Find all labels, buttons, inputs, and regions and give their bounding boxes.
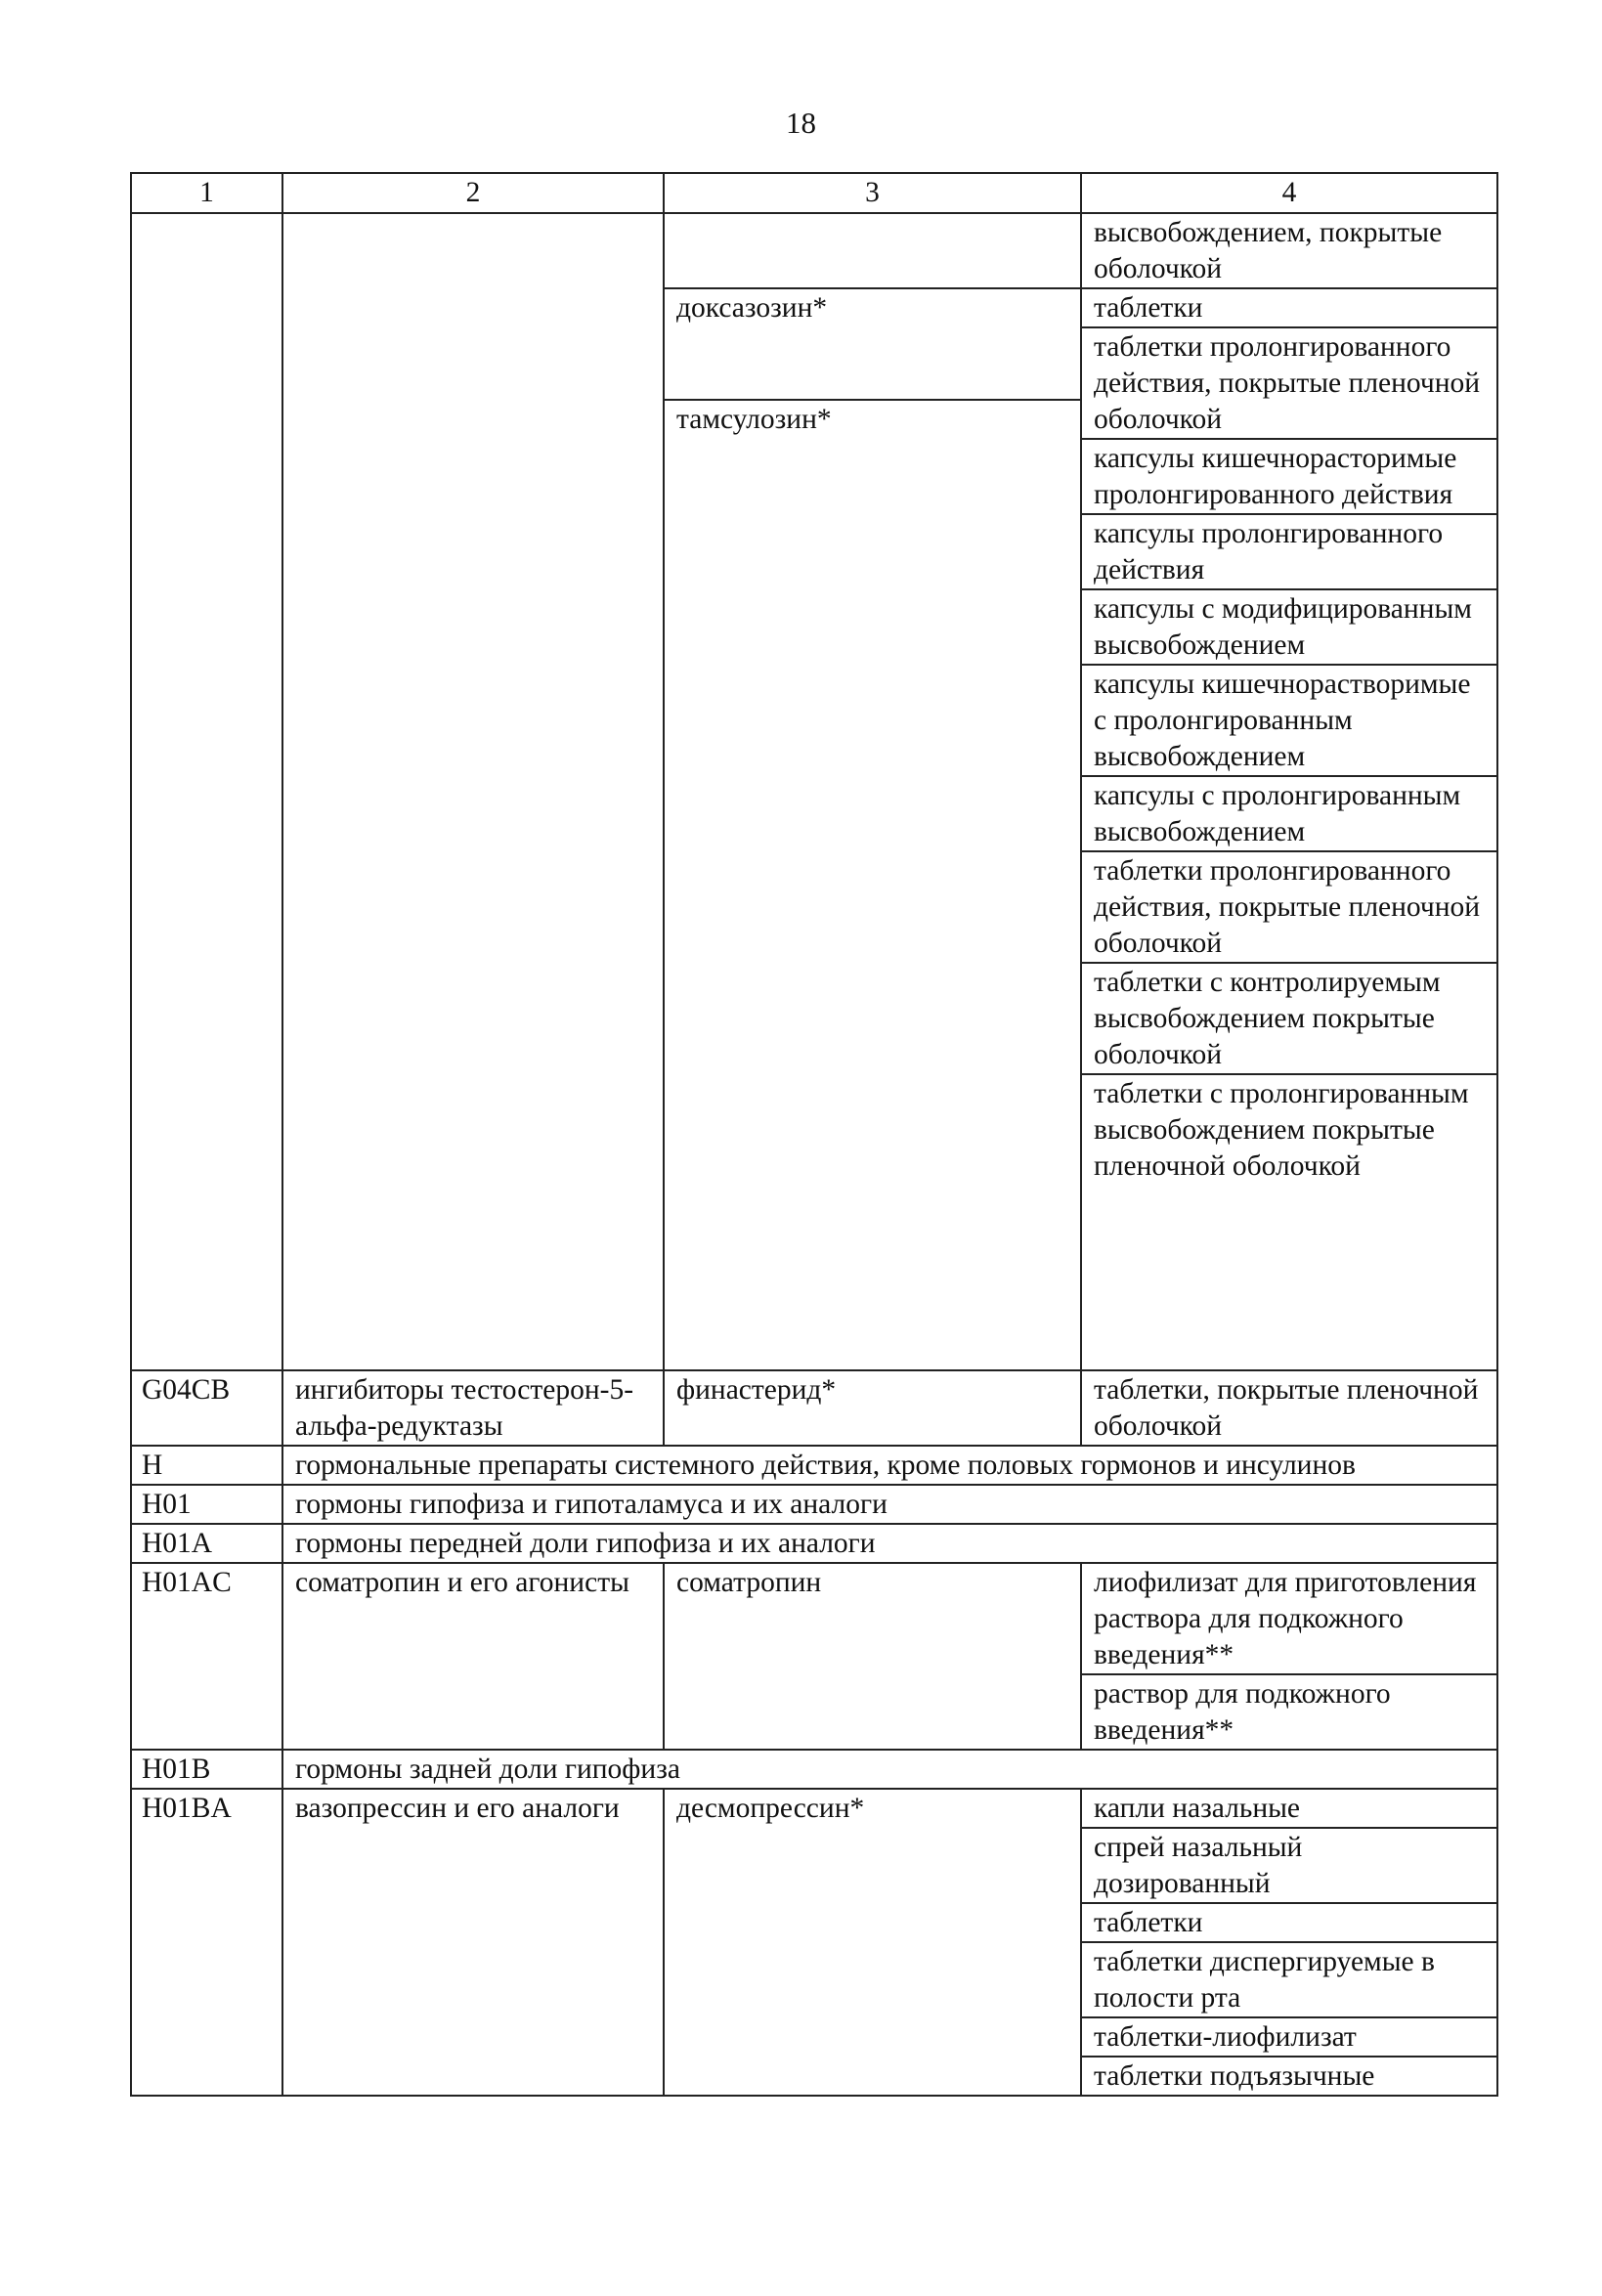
dosage-form: таблетки-лиофилизат xyxy=(1082,2016,1496,2056)
table-row-g04cb xyxy=(131,1370,1497,1446)
group-name: гормоны задней доли гипофиза xyxy=(282,1750,1497,1789)
table-row-h xyxy=(131,1446,1497,1485)
dosage-form: высвобождением, покрытые оболочкой xyxy=(1094,217,1443,284)
atc-code: H01 xyxy=(131,1485,282,1524)
atc-code-cell xyxy=(131,213,282,1370)
drug-name: доксазозин* xyxy=(665,287,1080,399)
dosage-form: таблетки xyxy=(1082,287,1496,326)
drug-name: финастерид* xyxy=(664,1370,1081,1446)
column-header-4: 4 xyxy=(1081,173,1497,213)
table-row-continuation xyxy=(131,213,1497,1370)
table-row-h01ac xyxy=(131,1563,1497,1750)
dosage-forms-cell xyxy=(1081,1563,1497,1750)
dosage-form: таблетки xyxy=(1082,1902,1496,1941)
dosage-form: капсулы кишечнорастворимые с пролонгированным высвобождением xyxy=(1082,664,1496,775)
group-name: вазопрессин и его аналоги xyxy=(282,1789,664,2096)
dosage-form: таблетки с контролируемым высвобождением покрытые оболочкой xyxy=(1082,962,1496,1073)
drug-name: соматропин xyxy=(664,1563,1081,1750)
dosage-form: капсулы пролонгированного действия xyxy=(1082,513,1496,588)
group-name: гормоны гипофиза и гипоталамуса и их аналоги xyxy=(282,1485,1497,1524)
drug-name-cell xyxy=(664,213,1081,1370)
page-number: 18 xyxy=(786,106,816,140)
table-row-h01a xyxy=(131,1524,1497,1563)
dosage-form: капсулы с модифицированным высвобождением xyxy=(1082,588,1496,664)
column-header-2: 2 xyxy=(282,173,664,213)
table-row-h01b xyxy=(131,1750,1497,1789)
group-name-cell xyxy=(282,213,664,1370)
atc-code: H xyxy=(131,1446,282,1485)
atc-code: H01A xyxy=(131,1524,282,1563)
drug-name: тамсулозин* xyxy=(665,399,1080,1369)
atc-code: H01BA xyxy=(131,1789,282,2096)
atc-code: H01B xyxy=(131,1750,282,1789)
drug-list-table xyxy=(130,172,1498,2097)
dosage-form: спрей назальный дозированный xyxy=(1082,1827,1496,1902)
dosage-form: таблетки с пролонгированным высвобождением покрытые пленочной оболочкой xyxy=(1082,1073,1496,1185)
dosage-form: таблетки пролонгированного действия, покрытые пленочной оболочкой xyxy=(1082,850,1496,962)
dosage-form: лиофилизат для приготовления раствора для подкожного введения** xyxy=(1094,1567,1477,1670)
drug-name: десмопрессин* xyxy=(664,1789,1081,2096)
atc-code: G04CB xyxy=(131,1370,282,1446)
group-name: гормональные препараты системного действия, кроме половых гормонов и инсулинов xyxy=(282,1446,1497,1485)
dosage-form: таблетки подъязычные xyxy=(1082,2056,1496,2095)
group-name: гормоны передней доли гипофиза и их аналоги xyxy=(282,1524,1497,1563)
group-name: ингибиторы тестостерон-5-альфа-редуктазы xyxy=(282,1370,664,1446)
dosage-form: капли назальные xyxy=(1094,1793,1301,1824)
atc-code: H01AC xyxy=(131,1563,282,1750)
column-header-1: 1 xyxy=(131,173,282,213)
table-row-h01ba xyxy=(131,1789,1497,2096)
dosage-form: таблетки, покрытые пленочной оболочкой xyxy=(1081,1370,1497,1446)
dosage-form: капсулы с пролонгированным высвобождением xyxy=(1082,775,1496,850)
column-header-3: 3 xyxy=(664,173,1081,213)
dosage-form: таблетки пролонгированного действия, покрытые пленочной оболочкой xyxy=(1082,326,1496,438)
dosage-form: раствор для подкожного введения** xyxy=(1082,1673,1496,1749)
drug-name xyxy=(665,214,1080,287)
table-row-h01 xyxy=(131,1485,1497,1524)
dosage-forms-cell xyxy=(1081,1789,1497,2096)
dosage-forms-cell xyxy=(1081,213,1497,1370)
dosage-form: капсулы кишечнорасторимые пролонгированного действия xyxy=(1082,438,1496,513)
table-header-row xyxy=(131,173,1497,213)
group-name: соматропин и его агонисты xyxy=(282,1563,664,1750)
dosage-form: таблетки диспергируемые в полости рта xyxy=(1082,1941,1496,2016)
